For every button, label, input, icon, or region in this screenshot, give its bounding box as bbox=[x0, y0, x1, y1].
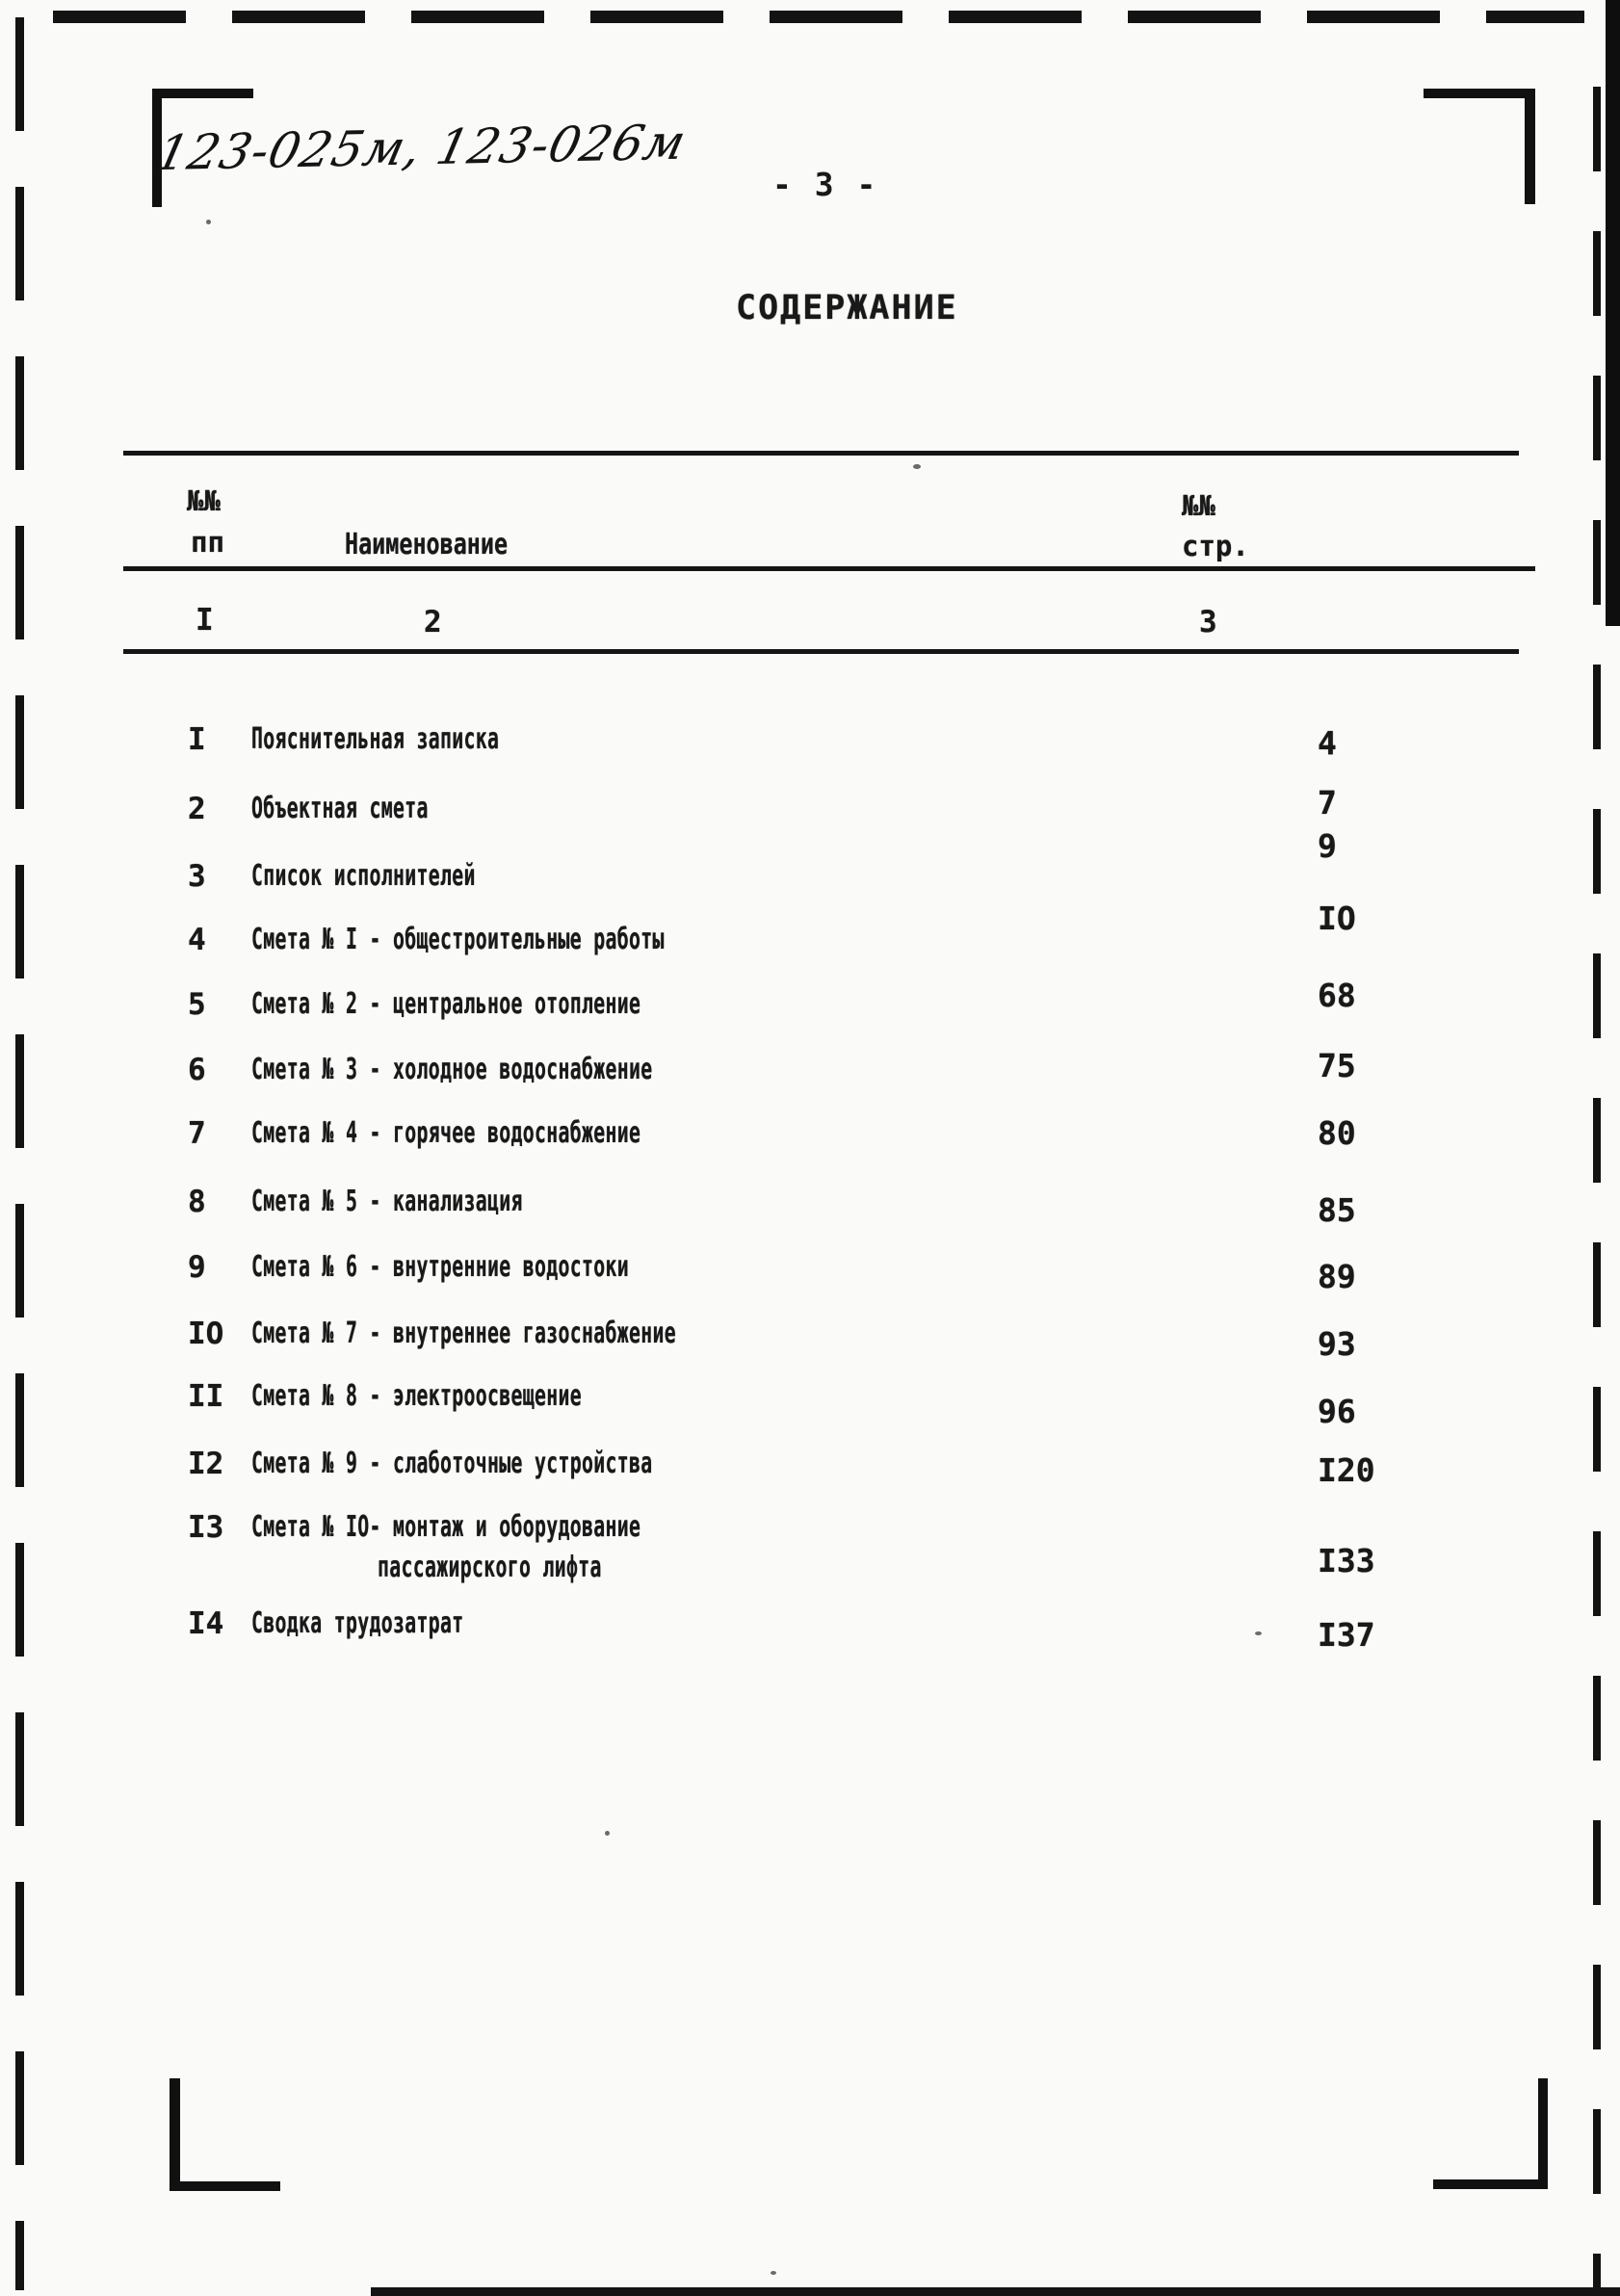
row-page: 7 bbox=[1318, 784, 1337, 822]
toc-row bbox=[0, 977, 1620, 1035]
row-title: Сводка трудозатрат bbox=[251, 1606, 464, 1640]
toc-row bbox=[0, 1047, 1620, 1101]
scan-speck bbox=[605, 1831, 610, 1836]
row-number: I bbox=[188, 722, 206, 757]
row-page: 89 bbox=[1318, 1258, 1356, 1295]
row-title: Смета № 3 - холодное водоснабжение bbox=[251, 1053, 653, 1086]
toc-row bbox=[0, 722, 1620, 770]
row-page: I37 bbox=[1318, 1616, 1375, 1654]
row-page: 75 bbox=[1318, 1047, 1356, 1084]
row-title: Пояснительная записка bbox=[251, 722, 500, 756]
toc-row bbox=[0, 1250, 1620, 1298]
col-header-page-2: стр. bbox=[1182, 530, 1249, 562]
row-title: Смета № 9 - слаботочные устройства bbox=[251, 1447, 653, 1480]
row-number: I3 bbox=[188, 1510, 224, 1545]
row-page: 4 bbox=[1318, 724, 1337, 762]
row-number: 8 bbox=[188, 1185, 206, 1219]
table-rule-subheader bbox=[123, 649, 1519, 654]
scan-speck bbox=[206, 220, 211, 224]
row-number: 4 bbox=[188, 923, 206, 957]
crop-mark-bottom-left bbox=[170, 2078, 280, 2191]
row-title: Смета № 2 - центральное отопление bbox=[251, 987, 641, 1021]
row-page: I33 bbox=[1318, 1542, 1375, 1579]
col-index-1: I bbox=[196, 603, 214, 638]
row-page: IO bbox=[1318, 900, 1356, 937]
scan-speck bbox=[771, 2271, 776, 2275]
col-index-3: 3 bbox=[1199, 605, 1217, 639]
toc-row bbox=[0, 1510, 1620, 1584]
toc-row bbox=[0, 1606, 1620, 1655]
scan-speck bbox=[1255, 1631, 1262, 1635]
row-page: 80 bbox=[1318, 1114, 1356, 1152]
row-title: Смета № 8 - электроосвещение bbox=[251, 1379, 583, 1413]
row-title: Объектная смета bbox=[251, 792, 429, 825]
toc-row bbox=[0, 1447, 1620, 1495]
row-number: 6 bbox=[188, 1053, 206, 1087]
toc-row bbox=[0, 827, 1620, 907]
row-title: Смета № 7 - внутреннее газоснабжение bbox=[251, 1317, 677, 1350]
handwritten-code: 123-025м, 123-026м bbox=[150, 114, 692, 182]
row-page: 96 bbox=[1318, 1393, 1356, 1430]
row-number: 3 bbox=[188, 859, 206, 894]
col-index-2: 2 bbox=[424, 605, 442, 639]
document-title: СОДЕРЖАНИЕ bbox=[736, 289, 958, 327]
table-rule-header bbox=[123, 566, 1535, 571]
right-scan-shadow bbox=[1606, 0, 1620, 626]
toc-row bbox=[0, 1379, 1620, 1430]
crop-mark-top-right bbox=[1424, 89, 1535, 204]
page-number: - 3 - bbox=[772, 166, 878, 203]
row-number: 5 bbox=[188, 987, 206, 1022]
toc-row bbox=[0, 1116, 1620, 1164]
table-rule-top bbox=[123, 451, 1519, 456]
row-title: Смета № 5 - канализация bbox=[251, 1185, 523, 1218]
bottom-scan-bar bbox=[371, 2287, 1620, 2296]
toc-row bbox=[0, 784, 1620, 840]
row-title: Смета № 6 - внутренние водостоки bbox=[251, 1250, 630, 1284]
row-page: 68 bbox=[1318, 977, 1356, 1014]
col-header-num-2: пп bbox=[191, 526, 224, 559]
col-header-page-1: №№ bbox=[1182, 489, 1215, 522]
row-number: 7 bbox=[188, 1116, 206, 1151]
row-number: IO bbox=[188, 1317, 224, 1351]
toc-row bbox=[0, 1317, 1620, 1365]
row-title: Список исполнителей bbox=[251, 859, 476, 893]
row-title-line2: пассажирского лифта bbox=[378, 1551, 602, 1584]
row-page: I20 bbox=[1318, 1451, 1375, 1489]
row-page: 93 bbox=[1318, 1325, 1356, 1363]
toc-row bbox=[0, 900, 1620, 971]
row-number: II bbox=[188, 1379, 224, 1414]
row-number: I2 bbox=[188, 1447, 224, 1481]
scan-speck bbox=[913, 464, 921, 469]
row-number: 2 bbox=[188, 792, 206, 826]
row-number: 9 bbox=[188, 1250, 206, 1285]
crop-mark-bottom-right bbox=[1433, 2078, 1548, 2189]
row-title: Смета № 4 - горячее водоснабжение bbox=[251, 1116, 641, 1150]
row-page: 9 bbox=[1318, 827, 1337, 865]
row-title: Смета № I - общестроительные работы bbox=[251, 923, 665, 956]
row-title: Смета № IO- монтаж и оборудование bbox=[251, 1510, 641, 1544]
toc-row bbox=[0, 1185, 1620, 1233]
row-number: I4 bbox=[188, 1606, 224, 1641]
col-header-num-1: №№ bbox=[187, 484, 221, 517]
row-page: 85 bbox=[1318, 1191, 1356, 1229]
col-header-name: Наименование bbox=[345, 528, 509, 561]
top-torn-edge bbox=[53, 11, 1584, 23]
